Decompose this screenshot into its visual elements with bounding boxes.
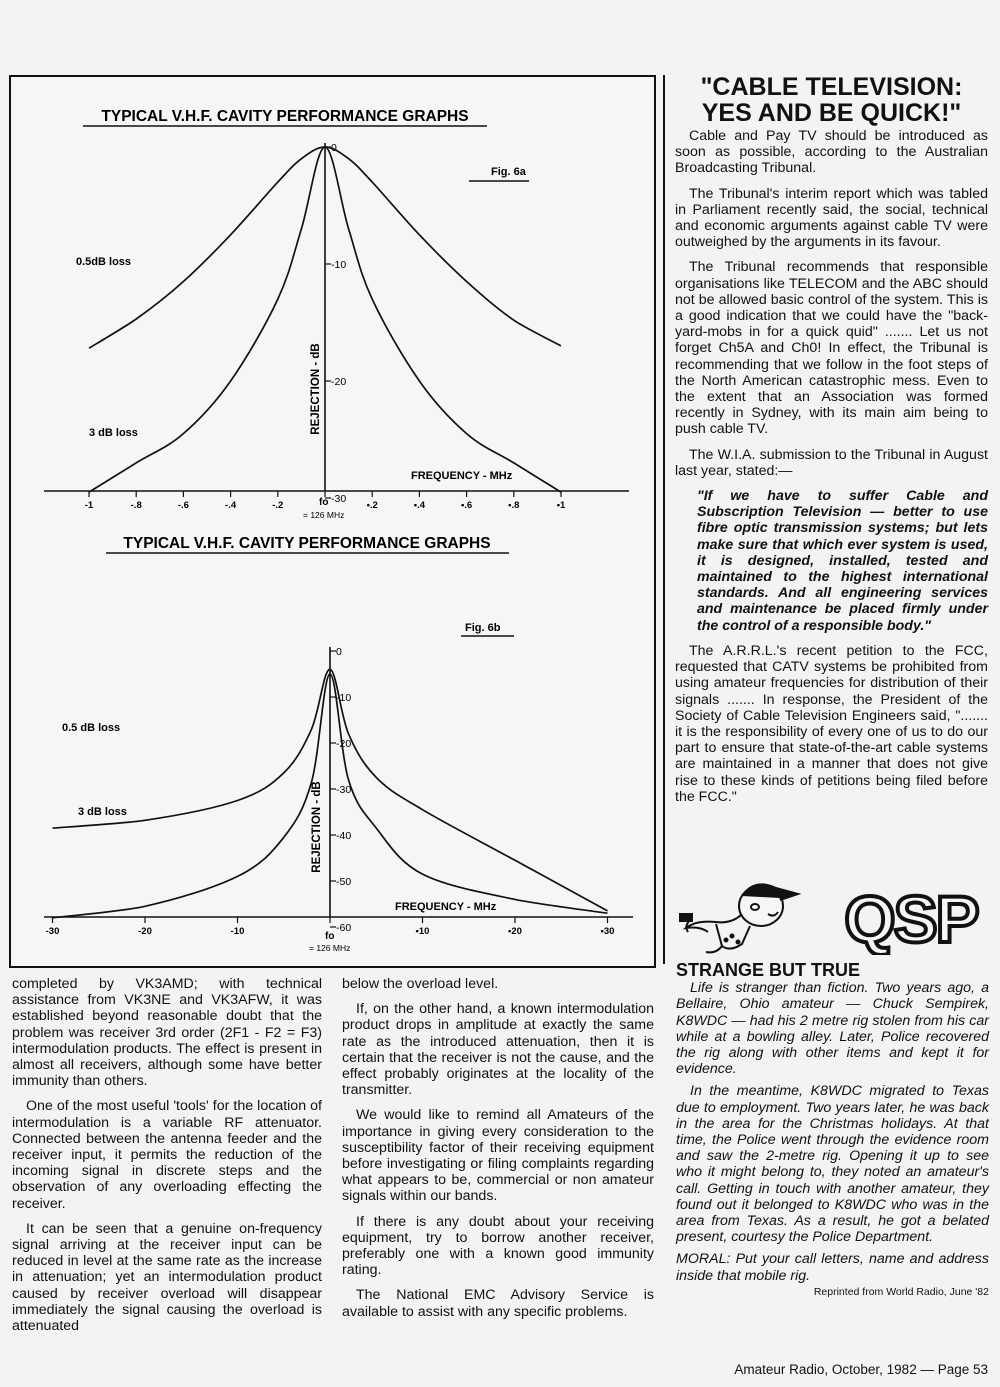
fig-b-ylabel: REJECTION - dB xyxy=(311,781,323,873)
strange-but-true xyxy=(676,962,989,1300)
chart-fig-6a xyxy=(11,77,654,542)
fig-b-center-freq: = 126 MHz xyxy=(309,943,351,953)
fig-b-y-tick-label: -20 xyxy=(336,738,352,750)
fig-a-x-tick-label: •.4 xyxy=(413,500,426,511)
sidebar-cable-tv xyxy=(675,74,988,814)
fig-b-center: fo xyxy=(325,931,335,942)
col2-para-1: below the overload level. xyxy=(342,976,499,992)
qsp-logo xyxy=(832,880,990,955)
fig-b-y-tick-label: -60 xyxy=(336,922,352,934)
fig-b-y-tick-label: -30 xyxy=(336,784,352,796)
fig-a-y-tick-label: -30 xyxy=(331,493,347,505)
strange-title: STRANGE BUT TRUE xyxy=(676,960,860,980)
fig-a-x-tick-label: -.6 xyxy=(177,500,189,511)
fig-a-x-tick-label: -.8 xyxy=(130,500,142,511)
fig-b-y-tick-label: -10 xyxy=(336,692,352,704)
col2-para-2: If, on the other hand, a known intermodulation product drops in amplitude at exactly the same rate as the introduced attenuation, then it is certain that the receiver is not the cause, and the effect probably originates at the locality of the transmitter. xyxy=(342,1001,654,1099)
fig-b-curve-label-2: 3 dB loss xyxy=(78,806,127,818)
sidebar-headline: "CABLE TELEVISION: YES AND BE QUICK!" xyxy=(700,73,963,127)
strange-moral: MORAL: Put your call letters, name and address inside that mobile rig. xyxy=(676,1251,989,1284)
fig-a-curve-label-2: 3 dB loss xyxy=(89,427,138,439)
col2-para-5: The National EMC Advisory Service is available to assist with any specific problems. xyxy=(342,1287,654,1320)
col2-para-3: We would like to remind all Amateurs of the importance in giving every consideration to the susceptibility factor of their receiving equipment before investigating or filing complaints regarding what appears to be, commercial or non amateur signals within our bands. xyxy=(342,1107,654,1205)
fig-b-y-tick-label: -40 xyxy=(336,830,352,842)
page-footer: Amateur Radio, October, 1982 — Page 53 xyxy=(734,1362,988,1377)
col1-para-1: completed by VK3AMD; with technical assistance from VK3NE and VK3AFW, it was established beyond reasonable doubt that the problem was receiver 3rd order (2F1 - F2 = F3) intermodulation products. The effect is present in almost all receivers, although some have better immunity than others. xyxy=(12,976,322,1090)
col2-para-4: If there is any doubt about your receiving equipment, try to borrow another receiver, preferably one with a known good immunity rating. xyxy=(342,1213,654,1279)
col1-para-3: It can be seen that a genuine on-frequency signal arriving at the receiver input can be reduced in level at the same rate as the increase in attenuation; yet an intermodulation product caused by receiver overload will disappear immediately the signal causing the overload is attenuated xyxy=(12,1220,322,1335)
qsp-cartoon xyxy=(676,874,826,956)
fig-a-center-freq: = 126 MHz xyxy=(303,510,345,520)
reprint-credit: Reprinted from World Radio, June '82 xyxy=(813,1285,989,1298)
fig-b-x-tick-label: -10 xyxy=(230,926,245,937)
chart-fig-6b xyxy=(11,535,654,955)
fig-a-x-tick-label: -.2 xyxy=(272,500,284,511)
fig-b-x-tick-label: -20 xyxy=(138,926,152,937)
col1-para-2: One of the most useful 'tools' for the location of intermodulation is a variable RF attenuator. Connected between the antenna feeder and the receiver input, it permits the reduction of the incoming signal in discrete steps and the observation of any overloading effecting the receiver. xyxy=(12,1098,322,1212)
fig-a-x-tick-label: -1 xyxy=(84,500,94,511)
fig-b-label: Fig. 6b xyxy=(465,622,501,634)
sidebar-para-2: The Tribunal's interim report which was tabled in Parliament recently said, the social, technical and economic arguments against cable TV were outweighed by the arguments in its favour. xyxy=(675,185,988,251)
figure-box xyxy=(9,75,656,968)
fig-a-x-tick-label: •1 xyxy=(556,500,566,511)
fig-a-label: Fig. 6a xyxy=(491,166,526,178)
strange-para-2: In the meantime, K8WDC migrated to Texas due to employment. Two years later, he was back in the area for the Christmas holidays. At that time, the Police went through the evidence room and saw the 2-metre rig. Opening it up to see who it might belong to, they noted an amateur's call. Getting in touch with another amateur, they found out it belonged to K8WDC who was in the area from Texas. As a result, he got a belated present, courtesy the Police Department. xyxy=(676,1083,989,1246)
fig-a-x-tick-label: •.6 xyxy=(460,500,473,511)
fig-a-y-tick-label: -10 xyxy=(331,259,347,271)
sidebar-para-5: The A.R.R.L.'s recent petition to the FCC, requested that CATV systems be prohibited from using amateur frequencies for distribution of their signals ....... In response, the President of the Society of Cable Television Engineers said, "....... it is the responsibility of every one of us to do our part to ensure that state-of-the-art cable systems are maintained in a manner that does not give rise to these kinds of petitions being filed before the FCC." xyxy=(675,642,988,805)
fig-b-x-tick-label: •20 xyxy=(508,926,522,937)
fig-b-x-tick-label: -30 xyxy=(45,926,60,937)
strange-para-1: Life is stranger than fiction. Two years ago, a Bellaire, Ohio amateur — Chuck Sempirek, K8WDC — had his 2 metre rig stolen from his car while at a bowling alley. Later, Police recovered the rig along with other items and kept it for evidence. xyxy=(676,980,989,1078)
fig-a-ylabel: REJECTION - dB xyxy=(310,343,322,435)
fig-a-title: TYPICAL V.H.F. CAVITY PERFORMANCE GRAPHS xyxy=(101,108,469,125)
fig-b-y-tick-label: -50 xyxy=(336,876,352,888)
fig-b-title: TYPICAL V.H.F. CAVITY PERFORMANCE GRAPHS xyxy=(123,535,491,552)
article-column-1 xyxy=(12,976,322,1343)
sidebar-para-3: The Tribunal recommends that responsible organisations like TELECOM and the ABC should not be allowed basic control of the system. This is a good indication that we could have the "back-yard-mobs in for a quick quid" ....... Let us not forget Ch5A and Ch0! In effect, the Tribunal is recommending that we follow in the foot steps of the North American catastrophic mess. Even to the extent that an Association was formed recently in Sydney, with its main aim being to push cable TV. xyxy=(675,259,988,438)
fig-b-xlabel: FREQUENCY - MHz xyxy=(395,901,497,913)
sidebar-para-1: Cable and Pay TV should be introduced as soon as possible, according to the Australian Broadcasting Tribunal. xyxy=(675,128,988,177)
fig-a-y-tick-label: -20 xyxy=(331,376,347,388)
fig-a-curve-label-1: 0.5dB loss xyxy=(76,256,132,268)
fig-a-y-tick-label: 0 xyxy=(331,142,337,154)
fig-a-x-tick-label: -.4 xyxy=(225,500,237,511)
fig-a-xlabel: FREQUENCY - MHz xyxy=(411,470,513,482)
fig-b-curve-label-1: 0.5 dB loss xyxy=(62,722,121,734)
fig-b-x-tick-label: •30 xyxy=(600,926,615,937)
column-rule xyxy=(663,75,665,964)
wia-quote: "If we have to suffer Cable and Subscription Television — better to use fibre optic transmission systems; but lets make sure that which ever system is used, it is designed, installed, tested and maintained to the highest international standards. And all engineering services and maintenance be placed firmly under the control of a responsible body." xyxy=(697,488,988,634)
fig-a-center: fo xyxy=(319,497,329,508)
fig-a-x-tick-label: •.8 xyxy=(508,500,520,511)
fig-a-x-tick-label: •.2 xyxy=(366,500,378,511)
fig-b-x-tick-label: •10 xyxy=(415,926,430,937)
fig-b-y-tick-label: 0 xyxy=(336,646,342,658)
qsp-logo-text: QSP xyxy=(844,882,978,955)
sidebar-para-4: The W.I.A. submission to the Tribunal in August last year, stated:— xyxy=(675,446,988,479)
article-column-2 xyxy=(342,976,654,1329)
